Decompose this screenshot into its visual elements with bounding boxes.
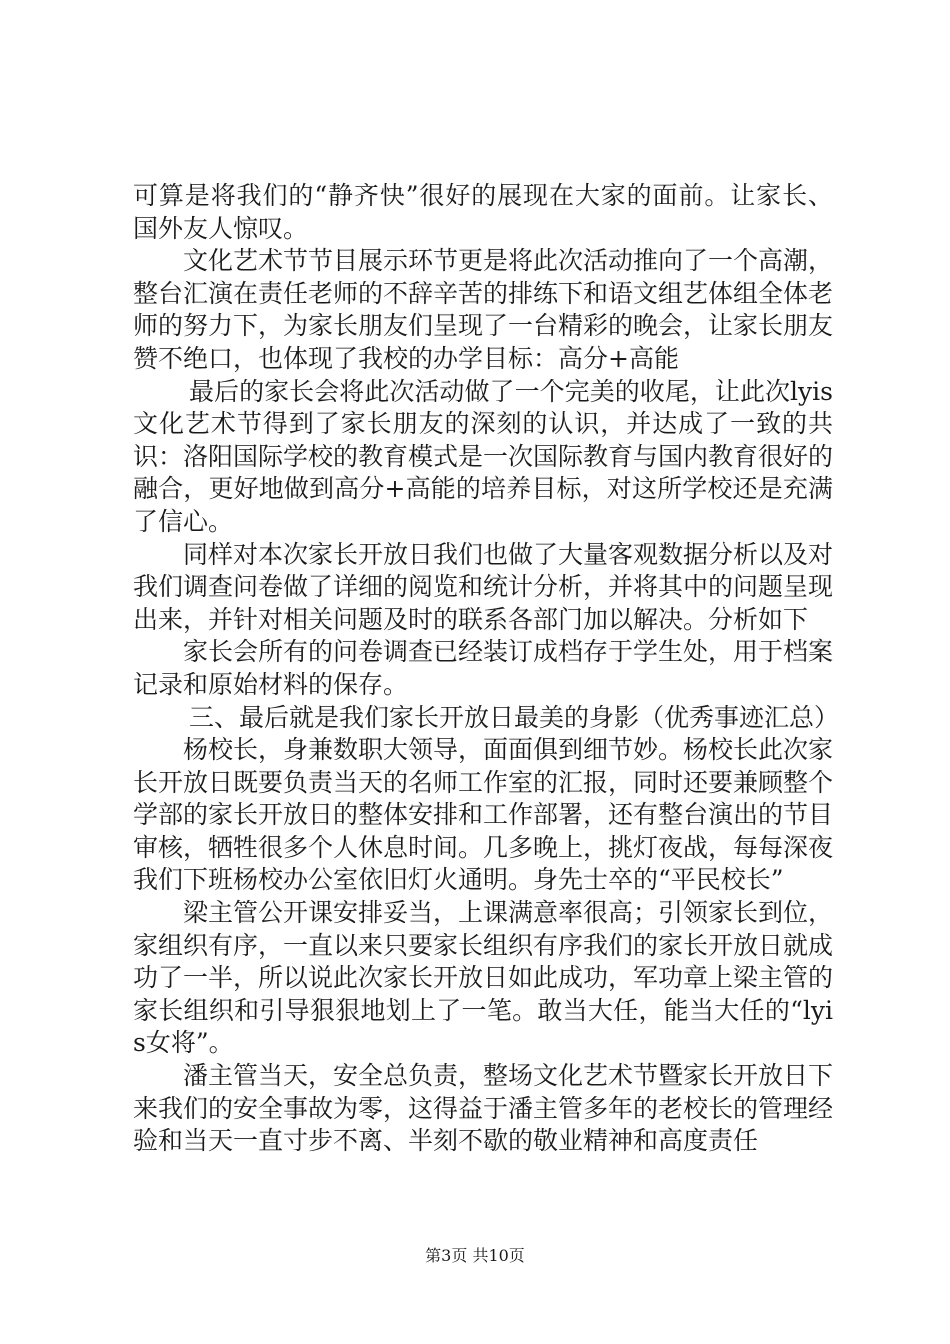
paragraph: 同样对本次家长开放日我们也做了大量客观数据分析以及对我们调查问卷做了详细的阅览和统计分析，并将其中的问题呈现出来，并针对相关问题及时的联系各部门加以解决。分析如下 <box>133 539 834 634</box>
paragraph: 家长会所有的问卷调查已经装订成档存于学生处，用于档案记录和原始材料的保存。 <box>133 637 834 699</box>
paragraph: 最后的家长会将此次活动做了一个完美的收尾，让此次lyis文化艺术节得到了家长朋友的深刻的认识，并达成了一致的共识：洛阳国际学校的教育模式是一次国际教育与国内教育很好的融合，更好地做到高分+高能的培养目标，对这所学校还是充满了信心。 <box>133 376 834 536</box>
document-body <box>133 180 840 1158</box>
paragraph: 梁主管公开课安排妥当，上课满意率很高；引领家长到位，家组织有序，一直以来只要家长组织有序我们的家长开放日就成功了一半，所以说此次家长开放日如此成功，军功章上梁主管的家长组织和引导狠狠地划上了一笔。敢当大任，能当大任的“lyis女将”。 <box>133 898 834 1058</box>
page-number-footer: 第3页 共10页 <box>425 1246 525 1265</box>
paragraph: 杨校长，身兼数职大领导，面面俱到细节妙。杨校长此次家长开放日既要负责当天的名师工作室的汇报，同时还要兼顾整个学部的家长开放日的整体安排和工作部署，还有整台演出的节目审核，牺牲很多个人休息时间。几多晚上，挑灯夜战，每每深夜我们下班杨校办公室依旧灯火通明。身先士卒的“平民校长” <box>133 735 834 895</box>
paragraph: 文化艺术节节目展示环节更是将此次活动推向了一个高潮，整台汇演在责任老师的不辞辛苦的排练下和语文组艺体组全体老师的努力下，为家长朋友们呈现了一台精彩的晚会，让家长朋友赞不绝口，也体现了我校的办学目标：高分+高能 <box>133 246 834 373</box>
paragraph: 潘主管当天，安全总负责，整场文化艺术节暨家长开放日下来我们的安全事故为零，这得益于潘主管多年的老校长的管理经验和当天一直寸步不离、半刻不歇的敬业精神和高度责任 <box>133 1061 834 1156</box>
section-heading: 三、最后就是我们家长开放日最美的身影（优秀事迹汇总） <box>189 702 840 732</box>
paragraph: 可算是将我们的“静齐快”很好的展现在大家的面前。让家长、国外友人惊叹。 <box>133 181 833 243</box>
